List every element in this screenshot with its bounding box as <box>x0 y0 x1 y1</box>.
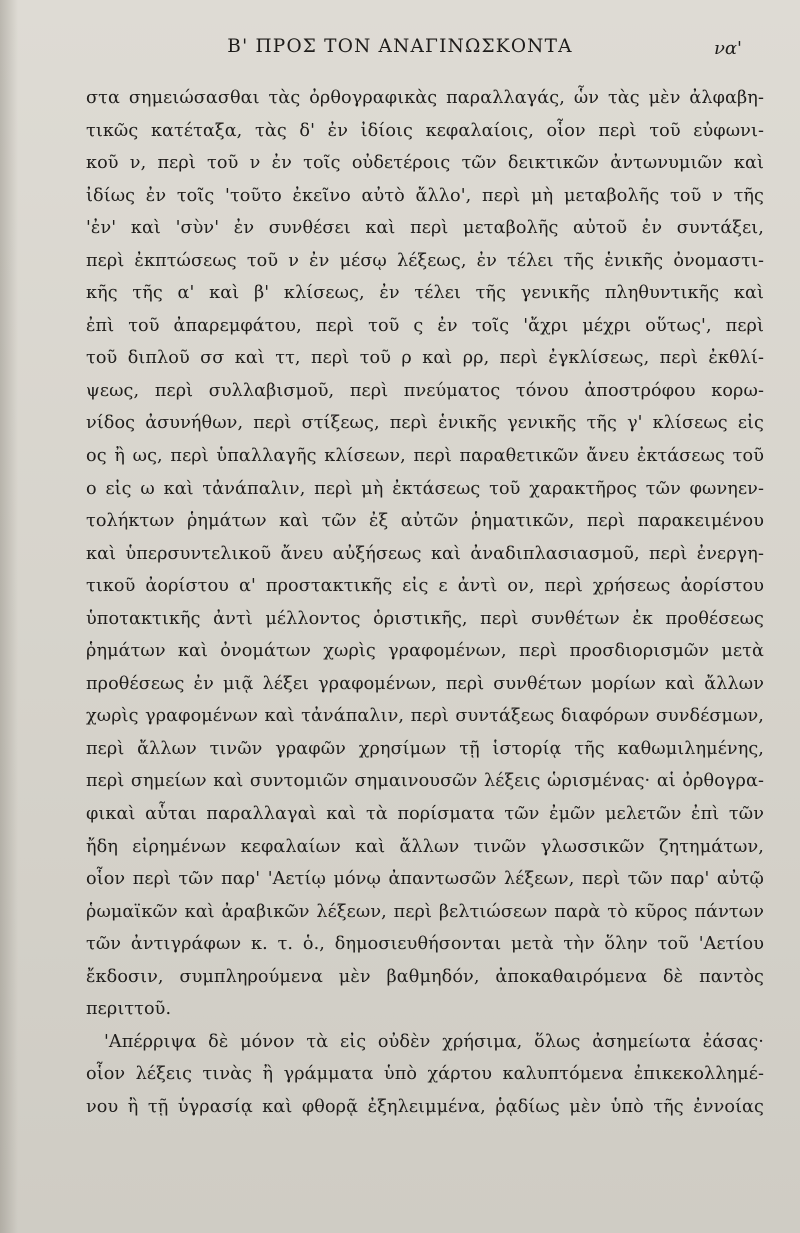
page-number: να' <box>713 38 742 59</box>
text-line: φικαὶ αὗται παραλλαγαὶ καὶ τὰ πορίσματα τῶν ἐμῶν μελετῶν ἐπὶ τῶν <box>86 804 764 825</box>
text-line: καὶ ὑπερσυντελικοῦ ἄνευ αὐξήσεως καὶ ἀναδιπλασιασμοῦ, περὶ ἐνεργη- <box>86 543 764 564</box>
text-line: κῆς τῆς α' καὶ β' κλίσεως, ἐν τέλει τῆς γενικῆς πληθυντικῆς καὶ <box>86 283 764 304</box>
text-line: τικοῦ ἀορίστου α' προστακτικῆς εἰς ε ἀντὶ ον, περὶ χρήσεως ἀορίστου <box>86 576 764 597</box>
text-line: τικῶς κατέταξα, τὰς δ' ἐν ἰδίοις κεφαλαίοις, οἷον περὶ τοῦ εὐφωνι- <box>86 120 764 141</box>
text-line: περὶ ἄλλων τινῶν γραφῶν χρησίμων τῇ ἱστορίᾳ τῆς καθωμιλημένης, <box>86 738 764 759</box>
text-line: οἷον περὶ τῶν παρ' 'Αετίῳ μόνῳ ἀπαντωσῶν λέξεων, περὶ τῶν παρ' αὐτῷ <box>86 869 764 890</box>
text-line: στα σημειώσασθαι τὰς ὀρθογραφικὰς παραλλαγάς, ὧν τὰς μὲν ἀλφαβη- <box>86 88 764 108</box>
text-line: ος ἢ ως, περὶ ὑπαλλαγῆς κλίσεων, περὶ παραθετικῶν ἄνευ ἐκτάσεως τοῦ <box>86 446 764 467</box>
text-line: οἷον λέξεις τινὰς ἢ γράμματα ὑπὸ χάρτου καλυπτόμενα ἐπικεκολλημέ- <box>86 1064 764 1085</box>
text-line: ψεως, περὶ συλλαβισμοῦ, περὶ πνεύματος τόνου ἀποστρόφου κορω- <box>86 380 764 401</box>
text-line: περὶ σημείων καὶ συντομιῶν σημαινουσῶν λέξεις ὡρισμένας· αἱ ὀρθογρα- <box>86 771 764 792</box>
text-line: 'ἐν' καὶ 'σὺν' ἐν συνθέσει καὶ περὶ μεταβολῆς αὐτοῦ ἐν συντάξει, <box>86 218 764 239</box>
body-text <box>86 82 764 1124</box>
text-line: ἐπὶ τοῦ ἀπαρεμφάτου, περὶ τοῦ ς ἐν τοῖς 'ἄχρι μέχρι οὕτως', περὶ <box>86 315 764 336</box>
text-line: τολήκτων ῥημάτων καὶ τῶν ἐξ αὐτῶν ῥηματικῶν, περὶ παρακειμένου <box>86 511 764 532</box>
text-line: τῶν ἀντιγράφων κ. τ. ὁ., δημοσιευθήσονται μετὰ τὴν ὅλην τοῦ 'Αετίου <box>86 934 764 955</box>
text-line: ὑποτακτικῆς ἀντὶ μέλλοντος ὁριστικῆς, περὶ συνθέτων ἐκ προθέσεως <box>86 608 764 629</box>
text-line: νίδος ἀσυνήθων, περὶ στίξεως, περὶ ἑνικῆς γενικῆς τῆς γ' κλίσεως εἰς <box>86 413 764 434</box>
text-line: χωρὶς γραφομένων καὶ τἀνάπαλιν, περὶ συντάξεως διαφόρων συνδέσμων, <box>86 706 764 727</box>
text-line: προθέσεως ἐν μιᾷ λέξει γραφομένων, περὶ συνθέτων μορίων καὶ ἄλλων <box>86 673 764 694</box>
text-line: νου ἢ τῇ ὑγρασίᾳ καὶ φθορᾷ ἐξηλειμμένα, ῥᾳδίως μὲν ὑπὸ τῆς ἐννοίας <box>86 1096 764 1117</box>
text-line: ο εἰς ω καὶ τἀνάπαλιν, περὶ μὴ ἐκτάσεως τοῦ χαρακτῆρος τῶν φωνηεν- <box>86 478 764 499</box>
running-title: Β' ΠΡΟΣ ΤΟΝ ΑΝΑΓΙΝΩΣΚΟΝΤΑ <box>227 36 573 57</box>
running-head <box>0 36 800 68</box>
paragraph-start-line: 'Απέρριψα δὲ μόνον τὰ εἰς οὐδὲν χρήσιμα, ὅλως ἀσημείωτα ἐάσας· <box>104 1031 764 1052</box>
paragraph-end-line: περιττοῦ. <box>86 999 172 1020</box>
text-line: κοῦ ν, περὶ τοῦ ν ἐν τοῖς οὐδετέροις τῶν δεικτικῶν ἀντωνυμιῶν καὶ <box>86 153 764 174</box>
text-line: ἰδίως ἐν τοῖς 'τοῦτο ἐκεῖνο αὐτὸ ἄλλο', περὶ μὴ μεταβολῆς τοῦ ν τῆς <box>86 185 764 206</box>
text-line: ἤδη εἰρημένων κεφαλαίων καὶ ἄλλων τινῶν γλωσσικῶν ζητημάτων, <box>86 836 764 857</box>
text-line: περὶ ἐκπτώσεως τοῦ ν ἐν μέσῳ λέξεως, ἐν τέλει τῆς ἑνικῆς ὀνομαστι- <box>86 250 764 271</box>
text-line: τοῦ διπλοῦ σσ καὶ ττ, περὶ τοῦ ρ καὶ ρρ, περὶ ἐγκλίσεως, περὶ ἐκθλί- <box>86 348 764 369</box>
text-line: ἔκδοσιν, συμπληρούμενα μὲν βαθμηδόν, ἀποκαθαιρόμενα δὲ παντὸς <box>86 966 764 987</box>
text-line: ῥωμαϊκῶν καὶ ἀραβικῶν λέξεων, περὶ βελτιώσεων παρὰ τὸ κῦρος πάντων <box>86 901 764 922</box>
text-line: ῥημάτων καὶ ὀνομάτων χωρὶς γραφομένων, περὶ προσδιορισμῶν μετὰ <box>86 641 764 662</box>
